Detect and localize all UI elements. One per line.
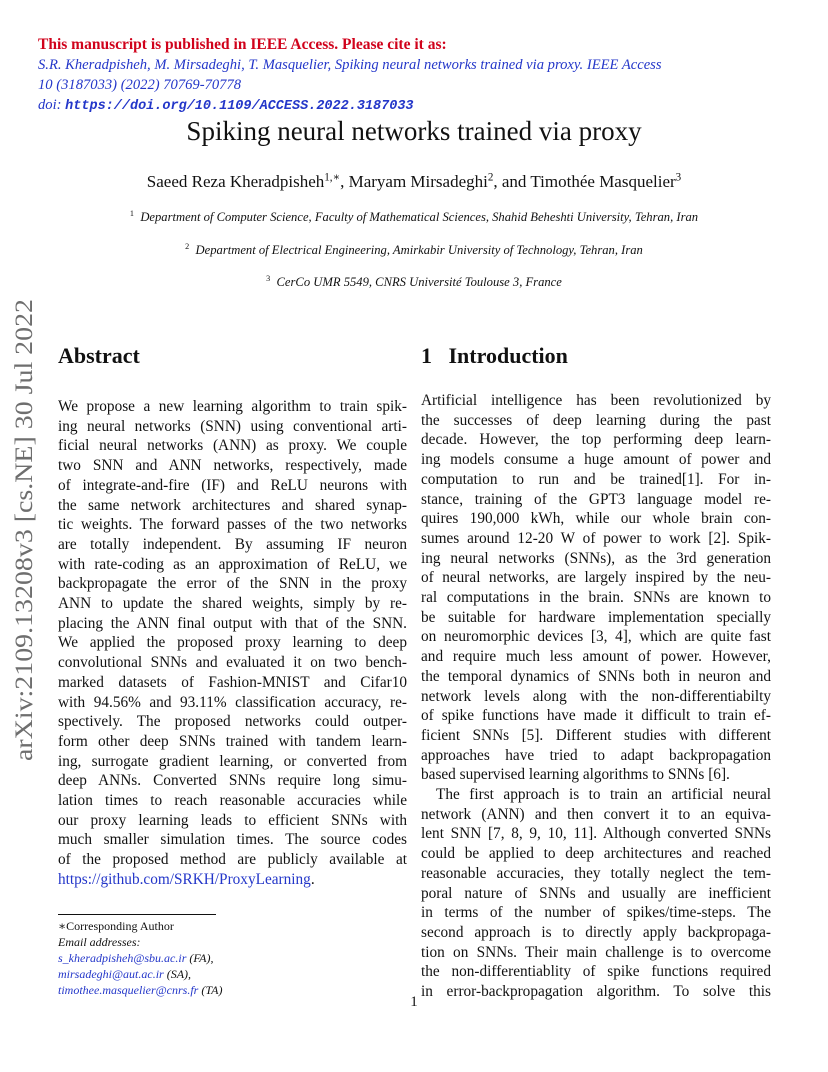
text-line: be suitable for hardware implementation specially [421,608,771,626]
email-link[interactable]: s_kheradpisheh@sbu.ac.ir [58,951,187,965]
text-line: ral computations in the brain. SNNs are known to [421,589,771,607]
introduction-para-2 [421,785,771,1002]
text-line: of the proposed method are publicly available at [58,851,407,869]
text-line: computation to run and be trained[1]. For in- [421,470,771,488]
author-1: Saeed Reza Kheradpisheh [146,172,325,191]
doi-link[interactable]: https://doi.org/10.1109/ACCESS.2022.3187033 [65,99,414,114]
source-code-link[interactable]: https://github.com/SRKH/ProxyLearning [58,870,311,888]
affiliation-num: 1 [129,208,135,218]
text-line: network (ANN) and then convert it to an equiva- [421,805,771,823]
affiliation-text: CerCo UMR 5549, CNRS Université Toulouse 3, France [276,275,562,289]
affiliation-3 [0,275,828,290]
footnote-rule [58,914,216,915]
text-line: ANN to update the shared weights, simply by re- [58,595,407,613]
text-line: based supervised learning algorithms to SNNs [6]. [421,766,730,784]
author-sep: , and [493,172,531,191]
section-number: 1 [421,343,432,368]
text-line: the same network architectures and shared synap- [58,496,407,514]
text-line: convolutional SNNs and evaluated it on two bench- [58,654,407,672]
affiliation-num: 3 [266,273,271,283]
text-line: ing neural networks (SNNs), as the 3rd generation [421,549,771,567]
email-owner: (SA), [163,967,192,981]
text-line: second approach is to directly apply backpropaga- [421,923,771,941]
text-line: could be applied to deep architectures and reached [421,845,771,863]
text-line: quires 190,000 kWh, while our whole brain con- [421,510,771,528]
text-line: with 94.56% and 93.11% classification accuracy, re- [58,693,407,711]
author-2-sup: 2 [487,171,494,184]
affiliation-2 [0,243,828,258]
text-line: and require much less amount of power. However, [421,648,771,666]
section-title: Introduction [448,343,568,368]
abstract-heading: Abstract [58,343,140,368]
text-line [58,870,407,890]
text-line: in terms of the number of spikes/time-steps. The [421,904,771,922]
text-line: We propose a new learning algorithm to train spik- [58,398,407,415]
text-line: of integrate-and-fire (IF) and ReLU neurons with [58,476,407,494]
footnote-emails-label: Email addresses: [58,935,141,949]
doi-line[interactable] [38,97,414,114]
text-line: ficient SNNs [5]. Different studies with different [421,726,771,744]
citation-line-1[interactable]: S.R. Kheradpisheh, M. Mirsadeghi, T. Masquelier, Spiking neural networks trained via proxy. IEEE Access [38,57,662,73]
text-line: reasonable accuracies, they totally neglect the tem- [421,864,771,882]
author-2: Maryam Mirsadeghi [348,172,488,191]
footnote-email-2 [58,966,191,982]
text-line: ficial neural networks (ANN) as proxy. We couple [58,437,407,455]
email-link[interactable]: mirsadeghi@aut.ac.ir [58,967,164,981]
introduction-heading [421,343,568,369]
text-line: tic weights. The forward passes of the two networks [58,516,407,534]
page-number: 1 [410,994,418,1010]
text-line: backpropagate the error of the SNN in the proxy [58,575,407,593]
email-owner: (TA) [198,983,223,997]
paper-title: Spiking neural networks trained via proxy [186,116,642,146]
text-line: ing models consume a huge amount of power and [421,451,771,469]
author-list [0,172,828,192]
author-3: Timothée Masquelier [530,172,676,191]
doi-label: doi: [38,97,62,113]
text-line: network levels along with the non-differentiabilty [421,687,771,705]
text-line: poral nature of SNNs and usually are inefficient [421,884,771,902]
text-line: the temporal dynamics of SNNs both in neuron and [421,667,771,685]
text-line: the successes of deep learning during the past [421,411,771,429]
text-line: of neural networks, are largely inspired by the neu- [421,569,771,587]
text-line: tion on SNNs. Their main challenge is to overcome [421,943,771,961]
publication-notice: This manuscript is published in IEEE Access. Please cite it as: [38,36,447,53]
email-link[interactable]: timothee.masquelier@cnrs.fr [58,983,199,997]
text-line: ing, surrogate gradient learning, or converted from [58,752,407,770]
text-line: ing neural networks (SNN) using conventional arti- [58,417,407,435]
text-line: lation times to reach reasonable accuracies while [58,792,407,810]
author-sep: , [340,172,349,191]
arxiv-stamp [0,296,44,761]
text-line: stance, training of the GPT3 language model re- [421,490,771,508]
text-line: spectively. The proposed networks could outper- [58,713,407,731]
text-line: We applied the proposed proxy learning to deep [58,634,407,652]
text-line: placing the ANN final output with that of the SNN. [58,614,407,632]
affiliation-text: Department of Electrical Engineering, Amirkabir University of Technology, Tehran, Iran [195,243,643,257]
text-line: of spike functions have made it difficult to train ef- [421,707,771,725]
text-line: with rate-coding as an approximation of ReLU, we [58,555,407,573]
footnote-email-1 [58,950,213,966]
text-line: form other deep SNNs trained with tandem learn- [58,732,407,750]
text-line: deep ANNs. Converted SNNs require long simu- [58,772,407,790]
text-line: sumes around 12-20 W of power to work [2]. Spik- [421,529,771,547]
email-owner: (FA), [186,951,214,965]
affiliation-text: Department of Computer Science, Faculty of Mathematical Sciences, Shahid Beheshti University, Tehran, Iran [140,210,699,224]
text-line: in error-backpropagation algorithm. To solve this [421,983,771,1001]
affiliation-num: 2 [185,241,190,251]
text-line: much smaller simulation times. The source codes [58,831,407,849]
text-line: two SNN and ANN networks, respectively, made [58,457,407,475]
author-3-sup: 3 [675,171,682,184]
text-line: are totally independent. By assuming IF neuron [58,535,407,553]
footnote-corresponding: ∗Corresponding Author [58,919,174,933]
arxiv-stamp-text: arXiv:2109.13208v3 [cs.NE] 30 Jul 2022 [11,347,38,761]
author-1-sup: 1,∗ [324,171,341,184]
text-line: our proxy learning leads to efficient SNNs with [58,811,407,829]
abstract-body [58,397,407,890]
text-line: marked datasets of Fashion-MNIST and Cifar10 [58,673,407,691]
text-line: lent SNN [7, 8, 9, 10, 11]. Although converted SNNs [421,825,771,843]
text-line: decade. However, the top performing deep learn- [421,431,771,449]
introduction-para-1 [421,391,771,785]
text-line: approaches have tried to adapt backpropagation [421,746,771,764]
text-line: The first approach is to train an artificial neural [436,786,771,803]
citation-line-2[interactable]: 10 (3187033) (2022) 70769-70778 [38,77,242,93]
affiliation-1 [0,210,828,225]
link-suffix: . [310,870,315,888]
text-line: Artificial intelligence has been revolutionized by [421,392,771,409]
text-line: the non-differentiablity of spike functions required [421,963,771,981]
text-line: on neuromorphic devices [3, 4], which are quite fast [421,628,771,646]
